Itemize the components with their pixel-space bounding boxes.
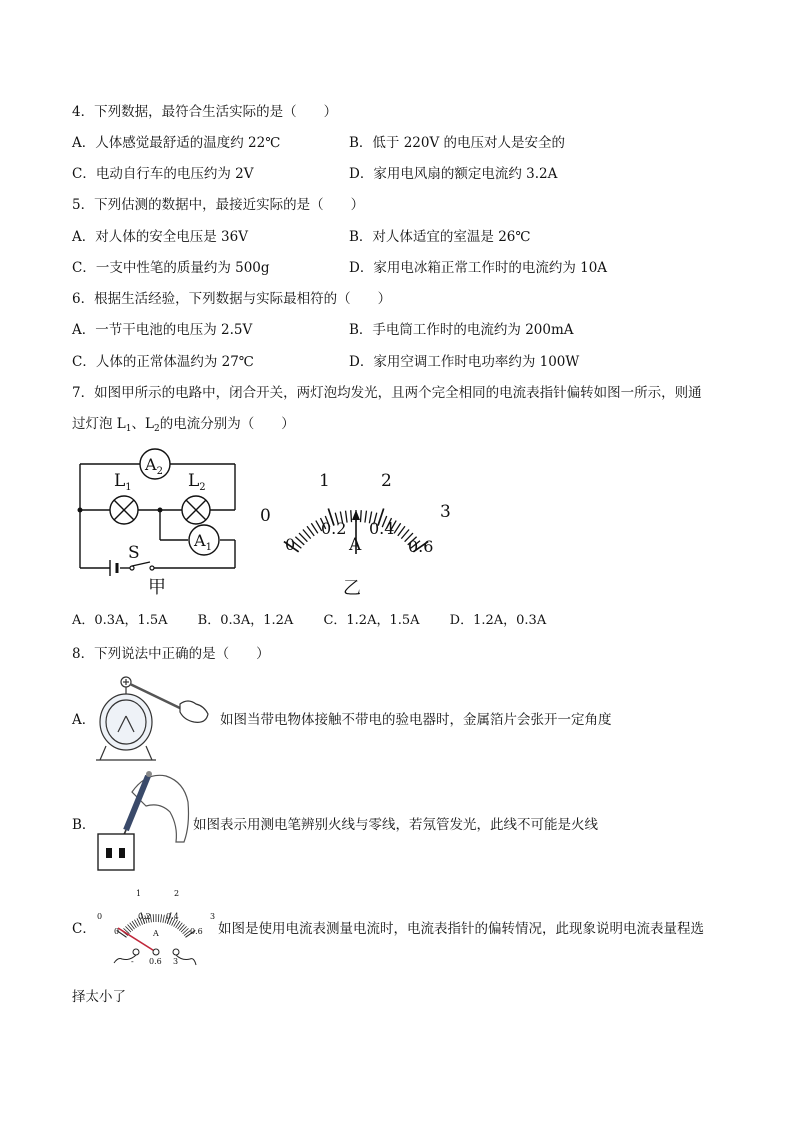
dial-inner-label-0.4: 0.4 [369,519,395,538]
q8-option-c-label: C． [72,921,96,937]
dial-tick [360,510,361,522]
terminal-label-minus: - [131,957,134,966]
test-pen-icon [120,771,152,844]
ammeter-a2-icon [140,449,170,479]
q4-option-d: D．家用电风扇的额定电流约 3.2A [349,166,558,182]
small-dial-outer-label-2: 2 [174,889,180,898]
q5-option-d: D．家用电冰箱正常工作时的电流约为 10A [349,260,608,276]
q6-option-d: D．家用空调工作时电功率约为 100W [349,354,580,370]
q8-option-a-label: A． [72,712,96,728]
junction-dot-middle [158,508,163,513]
figure-jia-caption: 甲 [148,577,166,598]
ammeter-a1-icon [189,525,219,555]
dial-inner-label-0.2: 0.2 [321,519,347,538]
q4-option-b: B．低于 220V 的电压对人是安全的 [349,135,566,151]
q6-option-a: A．一节干电池的电压为 2.5V [72,322,253,338]
figure-yi-caption: 乙 [343,578,361,599]
q6-option-b: B．手电筒工作时的电流约为 200mA [349,322,574,338]
small-dial-outer-label-1: 1 [136,889,142,898]
q6-stem: 6．根据生活经验，下列数据与实际最相符的（ ） [72,291,392,307]
dial-tick [303,529,311,538]
lamp-l1-icon [110,496,138,524]
dial-tick [398,526,405,536]
dial-tick [307,526,314,536]
small-dial-needle [118,928,156,952]
dial-inner-label-0.6: 0.6 [408,537,434,556]
small-dial-unit-label: A [153,929,159,938]
small-dial-outer-label-3: 3 [210,912,216,921]
q4-option-c: C．电动自行车的电压约为 2V [72,166,254,182]
q7-options: A．0.3A，1.5A B．0.3A，1.2A C．1.2A，1.5A D．1.2A，0.3A [72,613,547,628]
q8-option-b-text: 如图表示用测电笔辨别火线与零线，若氖管发光，此线不可能是火线 [193,817,598,833]
socket-icon [98,834,134,870]
terminal-label-0.6: 0.6 [149,957,162,966]
switch-icon [130,566,154,570]
switch-label: S [128,543,140,563]
q8-option-c-text: 如图是使用电流表测量电流时，电流表指针的偏转情况，此现象说明电流表量程选 [218,921,704,937]
q7-stem-line2: 过灯泡 $L_1$、$L_2$的电流分别为（ ） [72,416,295,434]
q4-option-a: A．人体感觉最舒适的温度约 22℃ [72,135,281,151]
dial-outer-label-1: 1 [319,471,330,491]
dial-outer-label-2: 2 [381,471,392,491]
dial-unit-label: A [349,535,362,555]
terminal-posts [133,949,179,955]
dial-tick [295,537,304,545]
wire-right [176,955,196,965]
small-dial-inner-label-0.2: 0.2 [138,912,151,921]
dial-outer-label-0: 0 [260,506,271,526]
dial-tick [158,914,159,922]
q5-option-b: B．对人体适宜的室温是 26℃ [349,229,531,245]
lamp-l2-label: $L_2$ [188,471,206,493]
small-dial-inner-label-0.6: 0.6 [190,927,203,936]
dial-outer-label-3: 3 [440,502,451,522]
q5-option-a: A．对人体的安全电压是 36V [72,229,248,245]
electroscope-illustration [96,674,216,766]
dial-tick [161,914,162,922]
q8-stem: 8．下列说法中正确的是（ ） [72,646,270,662]
ammeter-a1-label: $A_1$ [194,531,212,553]
dial-tick [365,511,367,523]
small-dial-outer-label-0: 0 [97,912,103,921]
q8-option-c-text-continued: 择太小了 [72,989,126,1005]
ammeter-dial-yi [255,462,460,600]
ammeter-a2-label: $A_2$ [145,455,163,477]
hand-icon [132,775,189,842]
dial-tick [299,533,307,542]
small-dial-inner-label-0.4: 0.4 [166,912,179,921]
lamp-l2-icon [182,496,210,524]
dial-tick [153,914,154,922]
lamp-l1-label: $L_1$ [114,471,132,493]
circuit-diagram-jia [70,448,250,600]
q5-option-c: C．一支中性笔的质量约为 500g [72,260,270,276]
dial-tick [311,523,318,533]
dial-tick [351,510,352,522]
dial-inner-label-0: 0 [285,535,296,554]
hand-icon [180,701,208,722]
q5-stem: 5．下列估测的数据中，最接近实际的是（ ） [72,197,365,213]
battery-icon [110,560,117,576]
q8-option-a-text: 如图当带电物体接触不带电的验电器时，金属箔片会张开一定角度 [220,712,612,728]
junction-dot-left [78,508,83,513]
q7-stem-line1: 7．如图甲所示的电路中，闭合开关，两灯泡均发光，且两个完全相同的电流表指针偏转如图一所示，则通 [72,385,702,401]
small-dial-inner-label-0: 0 [114,927,120,936]
dial-tick [163,915,165,923]
dial-tick [394,523,401,533]
q4-stem: 4．下列数据，最符合生活实际的是（ ） [72,104,338,120]
terminal-label-3: 3 [173,957,179,966]
small-ammeter-illustration [94,884,218,970]
test-pen-illustration [92,770,192,876]
q8-option-b-label: B． [72,817,96,833]
q6-option-c: C．人体的正常体温约为 27℃ [72,354,254,370]
